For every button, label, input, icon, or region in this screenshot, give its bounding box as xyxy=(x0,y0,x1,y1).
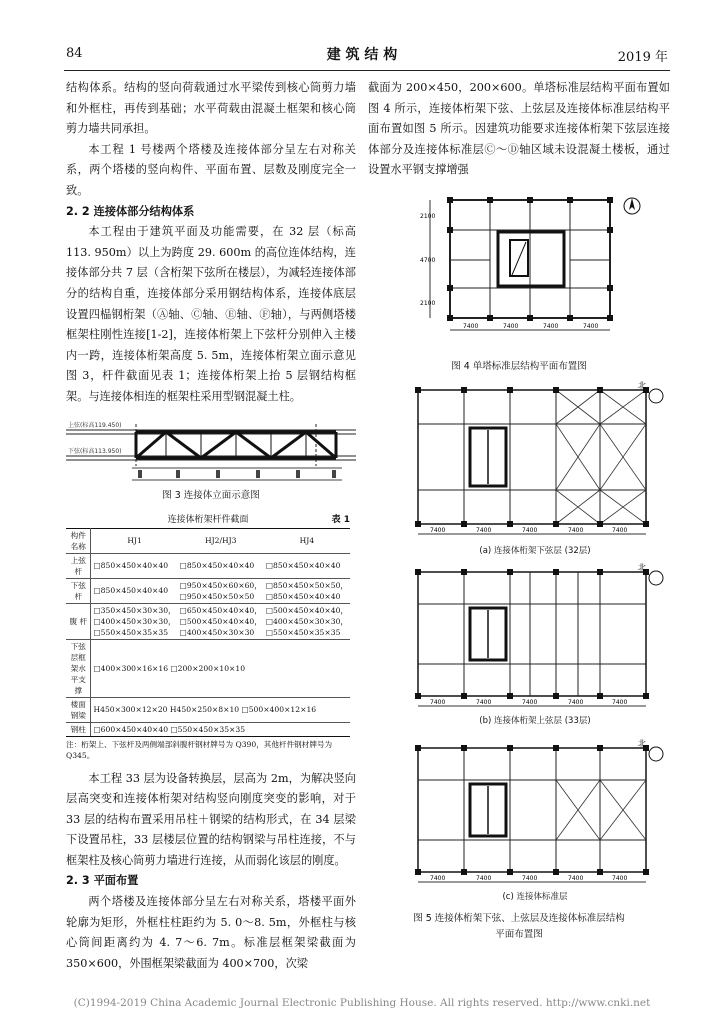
dim-label: 7400 xyxy=(568,875,584,882)
north-label: 北 xyxy=(638,381,646,390)
table-cell: □850×450×40×40 xyxy=(91,553,178,578)
dim-label: 7400 xyxy=(583,323,599,330)
table-cell: □950×450×60×60，□950×450×50×50 xyxy=(178,578,264,603)
north-arrow-icon xyxy=(649,571,663,585)
copyright-footer: (C)1994-2019 China Academic Journal Electronic Publishing House. All rights reserved. http://www.cnki.net xyxy=(73,997,651,1009)
table-cell: □600×450×40×40 □550×450×35×35 xyxy=(91,722,350,736)
dim-label: 2100 xyxy=(420,213,436,220)
table-row xyxy=(66,553,350,578)
dim-label: 7400 xyxy=(503,323,519,330)
dim-label: 2100 xyxy=(420,300,436,307)
dim-label: 7400 xyxy=(476,527,492,534)
table-cell: 上弦杆 xyxy=(66,553,91,578)
dim-label: 7400 xyxy=(568,699,584,706)
dim-label: 7400 xyxy=(463,323,479,330)
table-row xyxy=(66,603,350,639)
dim-label: 7400 xyxy=(476,875,492,882)
dim-label: 7400 xyxy=(476,699,492,706)
table-header-cell: 构件名称 xyxy=(66,528,91,553)
north-arrow-icon xyxy=(649,389,663,403)
table-header-row xyxy=(66,528,350,553)
dim-label: 7400 xyxy=(430,527,446,534)
figure-5c-caption: (c) 连接体标准层 xyxy=(502,892,568,902)
north-arrow-icon xyxy=(649,747,663,761)
table-note: 注：桁架上、下弦杆及两侧端部斜腹杆钢材牌号为 Q390，其他杆件钢材牌号为 Q345。 xyxy=(66,739,333,760)
truss-top-chord-plan xyxy=(400,562,670,712)
figure-3-caption: 图 3 连接体立面示意图 xyxy=(162,489,260,501)
table-header-cell: HJ4 xyxy=(264,528,350,553)
table-cell: □850×450×50×50，□850×450×40×40 xyxy=(264,578,350,603)
paragraph: 本工程 1 号楼两个塔楼及连接体部分呈左右对称关系，两个塔楼的竖向构件、平面布置、层数及刚度完全一致。 xyxy=(66,142,356,197)
north-label: 北 xyxy=(638,563,646,572)
figure-5a-caption: (a) 连接体桁架下弦层 (32层) xyxy=(479,546,591,556)
table-number: 表 1 xyxy=(331,514,350,525)
table-row xyxy=(66,697,350,722)
paragraph: 本工程由于建筑平面及功能需要，在 32 层（标高 113. 950m）以上为跨度 29. 600m 的高位连体结构，连接体部分共 7 层（含桁架下弦所在楼层），为减轻连接体部分的结构自重，连接体部分采用钢结构体系，连接体底层设置四榀钢桁架（Ⓐ轴、Ⓒ轴、Ⓔ轴、Ⓕ轴），与两侧塔楼框架柱刚性连接[1-2]，连接体桁架上下弦杆分别伸入主楼内一跨，连接体桁架高度 5. 5m，连接体桁架立面示意见图 3，杆件截面见表 1；连接体桁架上抬 5 层钢结构框架。与连接体相连的框架柱采用型钢混凝土柱。 xyxy=(66,225,356,403)
paragraph: 本工程 33 层为设备转换层，层高为 2m，为解决竖向层高突变和连接体桁架对结构竖向刚度突变的影响，对于 33 层的结构布置采用吊柱＋钢梁的结构形式，在 34 层梁下设置吊柱，33 层楼层位置的结构钢梁与吊柱连接，不与框架柱及核心筒剪力墙进行连接，从而弱化该层的刚度。 xyxy=(66,771,356,867)
table-cell: 腹 杆 xyxy=(66,603,91,639)
truss-top-chord-label: 上弦(标高119.450) xyxy=(68,421,122,429)
dim-label: 7400 xyxy=(612,875,628,882)
table-cell: 钢柱 xyxy=(66,722,91,736)
dim-label: 7400 xyxy=(543,323,559,330)
dim-label: 7400 xyxy=(612,527,628,534)
dim-label: 7400 xyxy=(612,699,628,706)
figure-5-caption-line1: 图 5 连接体桁架下弦、上弦层及连接体标准层结构 xyxy=(413,913,625,924)
figure-5b xyxy=(400,562,670,730)
dim-label: 7400 xyxy=(430,699,446,706)
journal-title: 建 筑 结 构 xyxy=(326,47,398,63)
paragraph: 两个塔楼及连接体部分呈左右对称关系，塔楼平面外轮廓为矩形，外框柱柱距约为 5. 0～8. 5m，外框柱与核心筒间距离约为 4. 7～6. 7m。标准层框架梁截面为 350×600，外围框架梁截面为 400×700，次梁 xyxy=(66,895,356,970)
truss-bottom-chord-plan xyxy=(400,380,670,540)
dim-label: 7400 xyxy=(522,527,538,534)
year: 2019 年 xyxy=(617,50,668,65)
header-rule xyxy=(64,70,670,71)
tower-plan-diagram xyxy=(400,190,660,340)
truss-bottom-chord-label: 下弦(标高113.950) xyxy=(68,447,122,455)
table-row xyxy=(66,639,350,697)
dim-label: 7400 xyxy=(522,875,538,882)
connection-standard-floor-plan xyxy=(400,738,670,888)
table-header-cell: HJ2/HJ3 xyxy=(178,528,264,553)
left-column xyxy=(66,78,356,974)
core-wall xyxy=(498,232,564,286)
figure-5b-caption: (b) 连接体桁架上弦层 (33层) xyxy=(479,716,591,726)
figure-4 xyxy=(400,190,660,340)
figure-5c xyxy=(400,738,670,906)
dim-label: 7400 xyxy=(430,875,446,882)
section-table xyxy=(66,528,350,737)
table-cell: □350×450×30×30，□400×450×30×30，□550×450×35×35 xyxy=(91,603,178,639)
figure-5a xyxy=(400,380,670,558)
table-cell: H450×300×12×20 H450×250×8×10 □500×400×12×16 xyxy=(91,697,350,722)
table-cell: □650×450×40×40，□500×450×40×40，□400×450×30×30 xyxy=(178,603,264,639)
table-cell: □400×300×16×16 □200×200×10×10 xyxy=(91,639,350,697)
table-cell: 楼面钢梁 xyxy=(66,697,91,722)
figure-4-caption: 图 4 单塔标准层结构平面布置图 xyxy=(451,361,587,372)
table-cell: □850×450×40×40 xyxy=(264,553,350,578)
paragraph: 截面为 200×450，200×600。单塔标准层结构平面布置如图 4 所示，连接体桁架下弦、上弦层及连接体标准层结构平面布置如图 5 所示。因建筑功能要求连接体桁架下弦层连接体部分及连接体标准层Ⓒ～Ⓓ轴区域未设混凝土楼板，通过设置水平钢支撑增强 xyxy=(368,81,670,177)
figure-3 xyxy=(66,412,356,504)
figure-5-caption-line2: 平面布置图 xyxy=(495,929,543,940)
table-header-cell: HJ1 xyxy=(91,528,178,553)
table-row xyxy=(66,578,350,603)
table-cell: □850×450×40×40 xyxy=(178,553,264,578)
dim-label: 4700 xyxy=(420,257,436,264)
dim-label: 7400 xyxy=(568,527,584,534)
section-heading: 2. 2 连接体部分结构体系 xyxy=(66,204,195,218)
table-cell: □850×450×40×40 xyxy=(91,578,178,603)
table-cell: 下弦杆 xyxy=(66,578,91,603)
table-1 xyxy=(66,512,356,761)
table-cell: □500×450×40×40，□400×450×30×30，□550×450×35×35 xyxy=(264,603,350,639)
table-cell: 下弦层框架水平支撑 xyxy=(66,639,91,697)
page-number: 84 xyxy=(66,46,83,61)
right-column xyxy=(368,78,670,181)
table-title: 连接体桁架杆件截面 xyxy=(167,514,249,525)
north-label: 北 xyxy=(638,739,646,748)
section-heading: 2. 3 平面布置 xyxy=(66,874,139,888)
paragraph: 结构体系。结构的竖向荷载通过水平梁传到核心筒剪力墙和外框柱，再传到基础；水平荷载由混凝土框架和核心筒剪力墙共同承担。 xyxy=(66,81,356,136)
dim-label: 7400 xyxy=(522,699,538,706)
table-row xyxy=(66,722,350,736)
